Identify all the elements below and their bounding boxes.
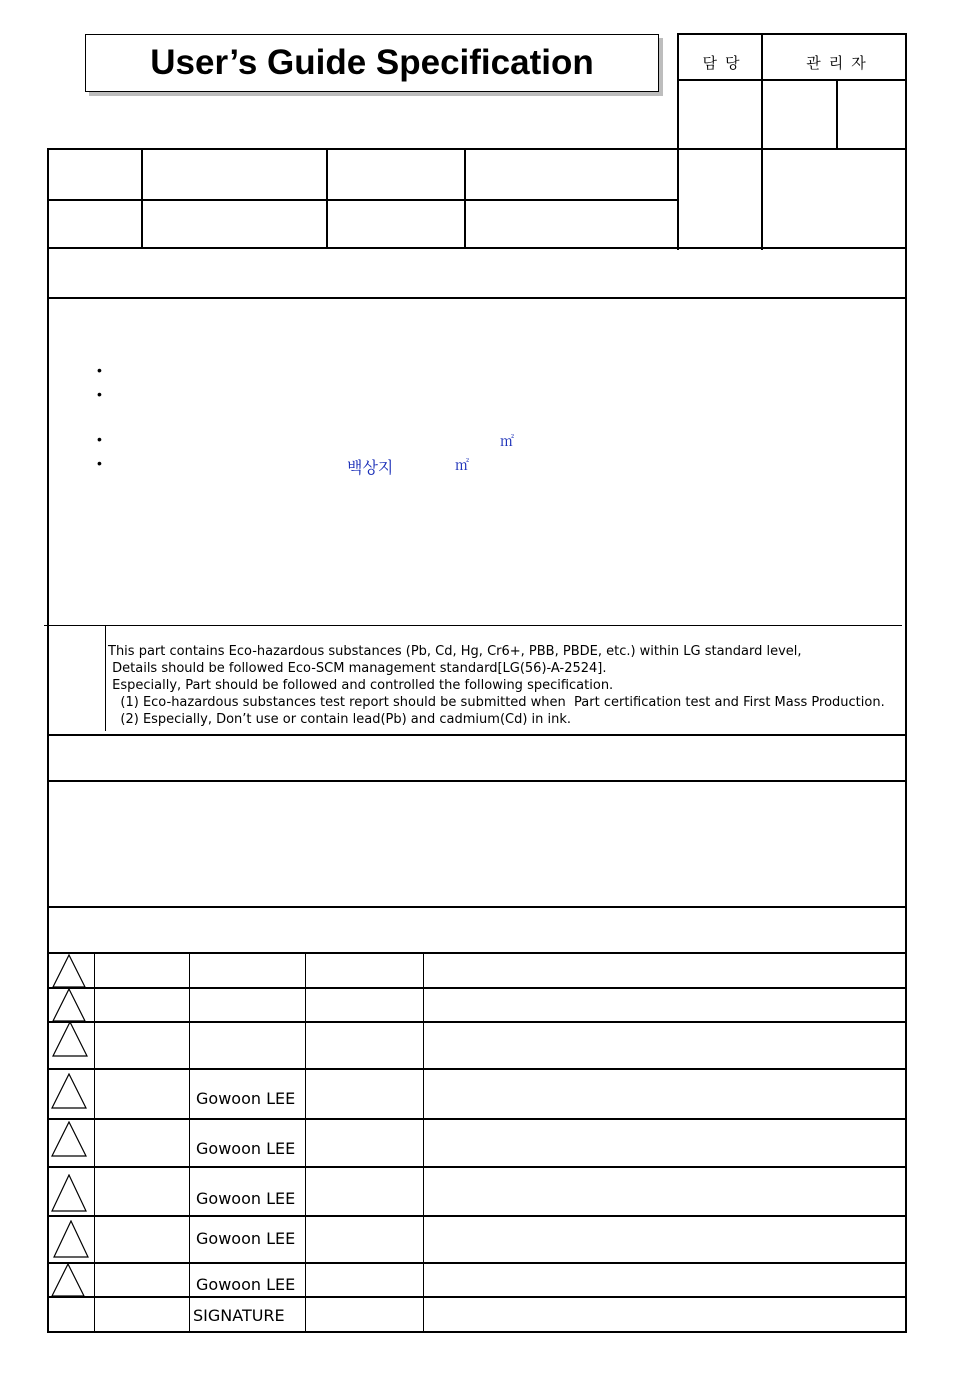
revision-author: Gowoon LEE <box>196 1189 296 1208</box>
revision-triangle-icon <box>51 1174 87 1212</box>
revision-author: Gowoon LEE <box>196 1139 296 1158</box>
paper-name: 백상지 <box>347 458 394 477</box>
revision-triangle-icon <box>51 1073 87 1109</box>
revision-triangle-icon <box>52 988 86 1022</box>
bullet-dot: • <box>97 362 102 378</box>
eco-notice-text <box>108 643 885 728</box>
revision-triangle-icon <box>51 1263 85 1297</box>
bullet-dot: • <box>97 455 102 471</box>
unit-symbol-1: ㎡ <box>500 434 514 450</box>
eco-line: (2) Especially, Don’t use or contain lead(Pb) and cadmium(Cd) in ink. <box>108 712 572 727</box>
eco-line: Details should be followed Eco-SCM management standard[LG(56)-A-2524]. <box>108 661 607 676</box>
bullet-dot: • <box>97 386 102 402</box>
eco-line: Especially, Part should be followed and controlled the following specification. <box>108 678 614 693</box>
unit-symbol-2: ㎡ <box>455 458 469 474</box>
revision-author: Gowoon LEE <box>196 1275 296 1294</box>
revision-author: Gowoon LEE <box>196 1089 296 1108</box>
eco-line: (1) Eco-hazardous substances test report should be submitted when Part certification test and First Mass Production. <box>108 695 885 710</box>
page-title: User’s Guide Specification <box>150 43 594 82</box>
revision-author: Gowoon LEE <box>196 1229 296 1248</box>
signature-label: SIGNATURE <box>193 1306 285 1325</box>
manager-label: 관리자 <box>806 54 874 72</box>
revision-triangle-icon <box>52 1021 88 1057</box>
eco-line: This part contains Eco-hazardous substances (Pb, Cd, Hg, Cr6+, PBB, PBDE, etc.) within LG standard level, <box>108 644 802 659</box>
revision-triangle-icon <box>51 1121 87 1157</box>
in-charge-label: 담당 <box>702 54 748 72</box>
bullet-dot: • <box>97 431 102 447</box>
revision-triangle-icon <box>53 1220 89 1258</box>
revision-triangle-icon <box>52 954 86 988</box>
title-box <box>85 34 659 92</box>
